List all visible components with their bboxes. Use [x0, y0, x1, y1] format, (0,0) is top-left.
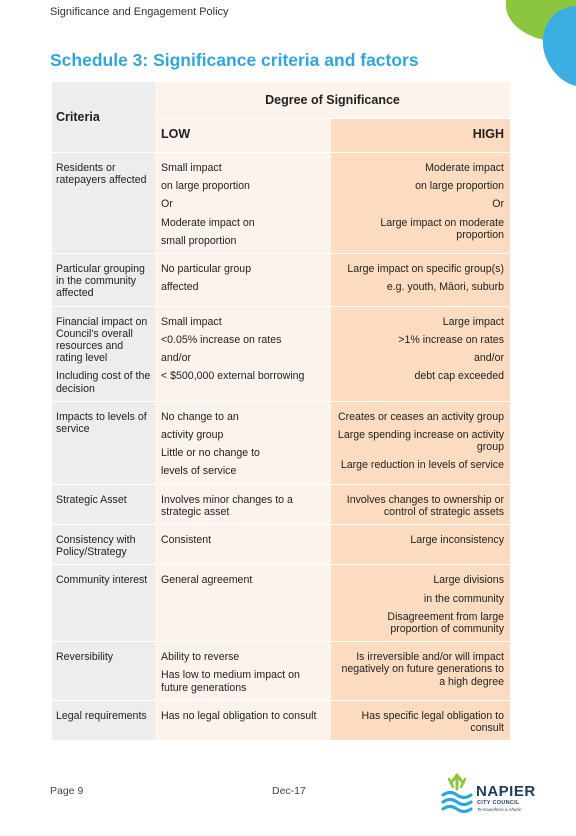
low-text: and/or — [161, 352, 192, 365]
low-text: General agreement — [161, 574, 253, 587]
table-row — [52, 254, 510, 307]
high-text: Has specific legal obligation to consult — [361, 709, 504, 735]
council-logo — [440, 773, 540, 817]
high-cell — [331, 642, 510, 701]
low-text: affected — [161, 281, 199, 294]
high-text: debt cap exceeded — [414, 370, 504, 383]
criteria-label: Strategic Asset — [56, 493, 127, 506]
high-cell — [331, 565, 510, 642]
low-text: Small impact — [161, 315, 222, 328]
high-text: and/or — [473, 352, 504, 365]
logo-name: NAPIER — [476, 783, 536, 800]
low-text: No change to an — [161, 410, 239, 423]
table-row — [52, 306, 510, 401]
table-row — [52, 401, 510, 484]
high-cell — [331, 254, 510, 307]
high-text: on large proportion — [415, 180, 504, 193]
page-heading: Schedule 3: Significance criteria and factors — [50, 50, 419, 70]
criteria-label: Financial impact on Council's overall resources and rating level — [56, 315, 148, 365]
criteria-cell — [52, 306, 155, 401]
low-text: Has low to medium impact on future generations — [161, 669, 300, 694]
criteria-label: Particular grouping in the community affected — [56, 263, 145, 300]
logo-subtitle: CITY COUNCIL — [477, 800, 520, 806]
low-cell — [155, 306, 331, 401]
high-header: HIGH — [331, 119, 510, 153]
high-text: in the community — [423, 592, 504, 605]
low-cell — [155, 401, 331, 484]
low-text: Or — [161, 198, 173, 211]
low-header: LOW — [155, 119, 331, 153]
low-text: on large proportion — [161, 180, 250, 193]
degree-header: Degree of Significance — [155, 82, 510, 119]
criteria-cell — [52, 401, 155, 484]
wave-icon — [440, 773, 474, 815]
low-cell — [155, 642, 331, 701]
document-header-title: Significance and Engagement Policy — [50, 6, 229, 18]
criteria-cell — [52, 254, 155, 307]
low-cell — [155, 700, 331, 740]
low-text: <0.05% increase on rates — [161, 333, 282, 346]
low-cell — [155, 153, 331, 254]
criteria-label: Residents or ratepayers affected — [56, 162, 147, 187]
criteria-label: Reversibility — [56, 651, 114, 664]
high-text: Creates or ceases an activity group — [337, 410, 504, 423]
table-body — [52, 153, 510, 741]
criteria-cell — [52, 153, 155, 254]
criteria-label: Consistency with Policy/Strategy — [56, 534, 136, 559]
table-row — [52, 700, 510, 740]
low-text: Has no legal obligation to consult — [161, 709, 317, 722]
high-text: Or — [492, 198, 504, 211]
table-row — [52, 484, 510, 524]
high-cell — [331, 306, 510, 401]
significance-table — [52, 82, 510, 741]
high-text: Large inconsistency — [410, 534, 504, 547]
high-cell — [331, 700, 510, 740]
high-text: Disagreement from large proportion of community — [387, 610, 504, 636]
low-text: levels of service — [161, 465, 237, 478]
high-text: Moderate impact — [425, 162, 504, 174]
criteria-header: Criteria — [52, 82, 155, 153]
high-cell — [331, 401, 510, 484]
table-row — [52, 153, 510, 254]
high-text: Large divisions — [433, 574, 504, 587]
document-date: Dec-17 — [272, 785, 306, 797]
high-text: e.g. youth, Māori, suburb — [386, 281, 504, 294]
criteria-label: Legal requirements — [56, 709, 147, 722]
low-text: small proportion — [161, 234, 237, 247]
high-cell — [331, 525, 510, 565]
high-text: Involves changes to ownership or control of strategic assets — [346, 493, 504, 518]
low-cell — [155, 565, 331, 642]
low-text: Involves minor changes to a strategic asset — [161, 493, 293, 518]
low-text: activity group — [161, 429, 224, 442]
low-text: < $500,000 external borrowing — [161, 370, 305, 383]
criteria-cell — [52, 642, 155, 701]
page-number: Page 9 — [50, 785, 84, 797]
high-text: Large impact on specific group(s) — [347, 263, 504, 276]
low-text: Little or no change to — [161, 447, 260, 460]
table-row — [52, 565, 510, 642]
low-text: No particular group — [161, 263, 252, 276]
low-text: Small impact — [161, 162, 222, 174]
low-text: Consistent — [161, 534, 212, 547]
high-text: Large spending increase on activity group — [337, 429, 504, 454]
high-text: Large impact — [442, 315, 504, 328]
high-text: >1% increase on rates — [398, 333, 504, 346]
high-cell — [331, 153, 510, 254]
high-text: Large impact on moderate proportion — [380, 216, 504, 241]
criteria-label: Community interest — [56, 574, 148, 587]
criteria-cell — [52, 484, 155, 524]
high-text: Is irreversible and/or will impact negatively on future generations to a high degree — [341, 651, 504, 688]
criteria-extra-label: Including cost of the decision — [56, 370, 151, 395]
high-text: Large reduction in levels of service — [340, 459, 504, 472]
criteria-cell — [52, 525, 155, 565]
table-row — [52, 525, 510, 565]
low-cell — [155, 484, 331, 524]
high-cell — [331, 484, 510, 524]
low-cell — [155, 254, 331, 307]
low-text: Moderate impact on — [161, 216, 255, 229]
criteria-label: Impacts to levels of service — [56, 410, 147, 436]
criteria-cell — [52, 700, 155, 740]
table-row — [52, 642, 510, 701]
logo-tagline: Te Kaunihera o Ahuriri — [477, 807, 522, 812]
criteria-cell — [52, 565, 155, 642]
low-cell — [155, 525, 331, 565]
low-text: Ability to reverse — [161, 651, 240, 664]
